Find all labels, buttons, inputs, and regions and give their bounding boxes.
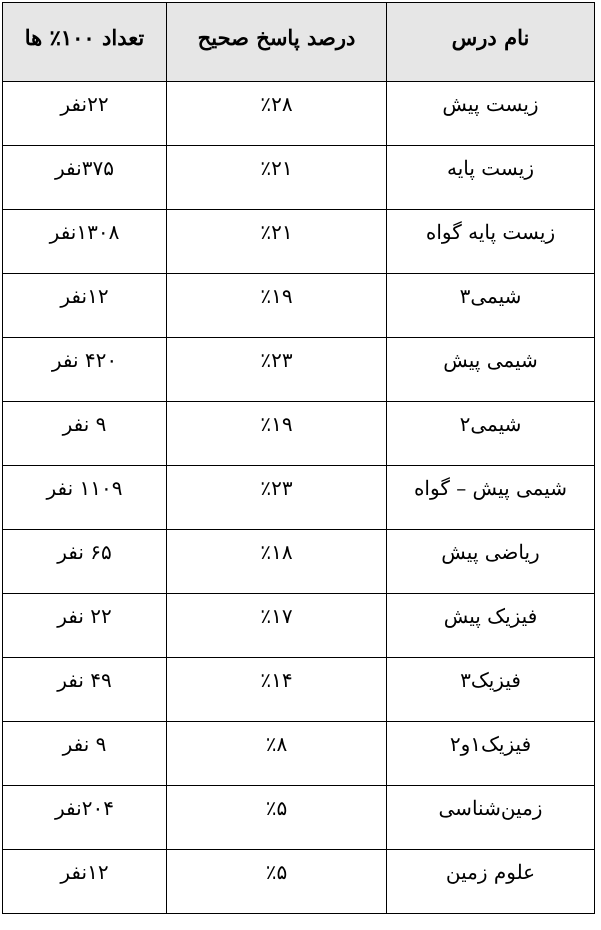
count-cell: ۱۳۰۸نفر [3, 210, 167, 274]
count-cell: ۱۲نفر [3, 850, 167, 914]
table-row [3, 850, 595, 914]
percent-cell: ٪۵ [167, 850, 387, 914]
course-cell: شیمی۲ [387, 402, 595, 466]
percent-cell: ٪۱۷ [167, 594, 387, 658]
percent-cell: ٪۲۳ [167, 466, 387, 530]
header-count: تعداد ۱۰۰٪ ها [3, 3, 167, 82]
table-body [3, 82, 595, 914]
percent-cell: ٪۱۸ [167, 530, 387, 594]
percent-cell: ٪۲۱ [167, 210, 387, 274]
percent-cell: ٪۲۱ [167, 146, 387, 210]
course-cell: شیمی۳ [387, 274, 595, 338]
count-cell: ۹ نفر [3, 722, 167, 786]
count-cell: ۱۲نفر [3, 274, 167, 338]
table-row [3, 658, 595, 722]
percent-cell: ٪۲۸ [167, 82, 387, 146]
percent-cell: ٪۲۳ [167, 338, 387, 402]
course-cell: فیزیک۱و۲ [387, 722, 595, 786]
course-cell: زیست پایه [387, 146, 595, 210]
course-cell: زیست پایه گواه [387, 210, 595, 274]
count-cell: ۴۲۰ نفر [3, 338, 167, 402]
table-row [3, 210, 595, 274]
table-row [3, 338, 595, 402]
header-course: نام درس [387, 3, 595, 82]
course-cell: ریاضی پیش [387, 530, 595, 594]
table-row [3, 466, 595, 530]
course-cell: فیزیک۳ [387, 658, 595, 722]
table-row [3, 146, 595, 210]
count-cell: ۶۵ نفر [3, 530, 167, 594]
table-row [3, 82, 595, 146]
count-cell: ۲۰۴نفر [3, 786, 167, 850]
table-row [3, 402, 595, 466]
header-row [3, 3, 595, 82]
percent-cell: ٪۱۹ [167, 274, 387, 338]
count-cell: ۲۲ نفر [3, 594, 167, 658]
count-cell: ۲۲نفر [3, 82, 167, 146]
header-percent: درصد پاسخ صحیح [167, 3, 387, 82]
percent-cell: ٪۸ [167, 722, 387, 786]
table-row [3, 530, 595, 594]
count-cell: ۴۹ نفر [3, 658, 167, 722]
percent-cell: ٪۱۹ [167, 402, 387, 466]
table-row [3, 594, 595, 658]
table-row [3, 274, 595, 338]
percent-cell: ٪۱۴ [167, 658, 387, 722]
count-cell: ۱۱۰۹ نفر [3, 466, 167, 530]
course-cell: زیست پیش [387, 82, 595, 146]
course-cell: شیمی پیش [387, 338, 595, 402]
count-cell: ۹ نفر [3, 402, 167, 466]
course-cell: علوم زمین [387, 850, 595, 914]
results-table [2, 2, 595, 914]
table-row [3, 786, 595, 850]
course-cell: شیمی پیش – گواه [387, 466, 595, 530]
table-row [3, 722, 595, 786]
count-cell: ۳۷۵نفر [3, 146, 167, 210]
percent-cell: ٪۵ [167, 786, 387, 850]
course-cell: فیزیک پیش [387, 594, 595, 658]
course-cell: زمین‌شناسی [387, 786, 595, 850]
